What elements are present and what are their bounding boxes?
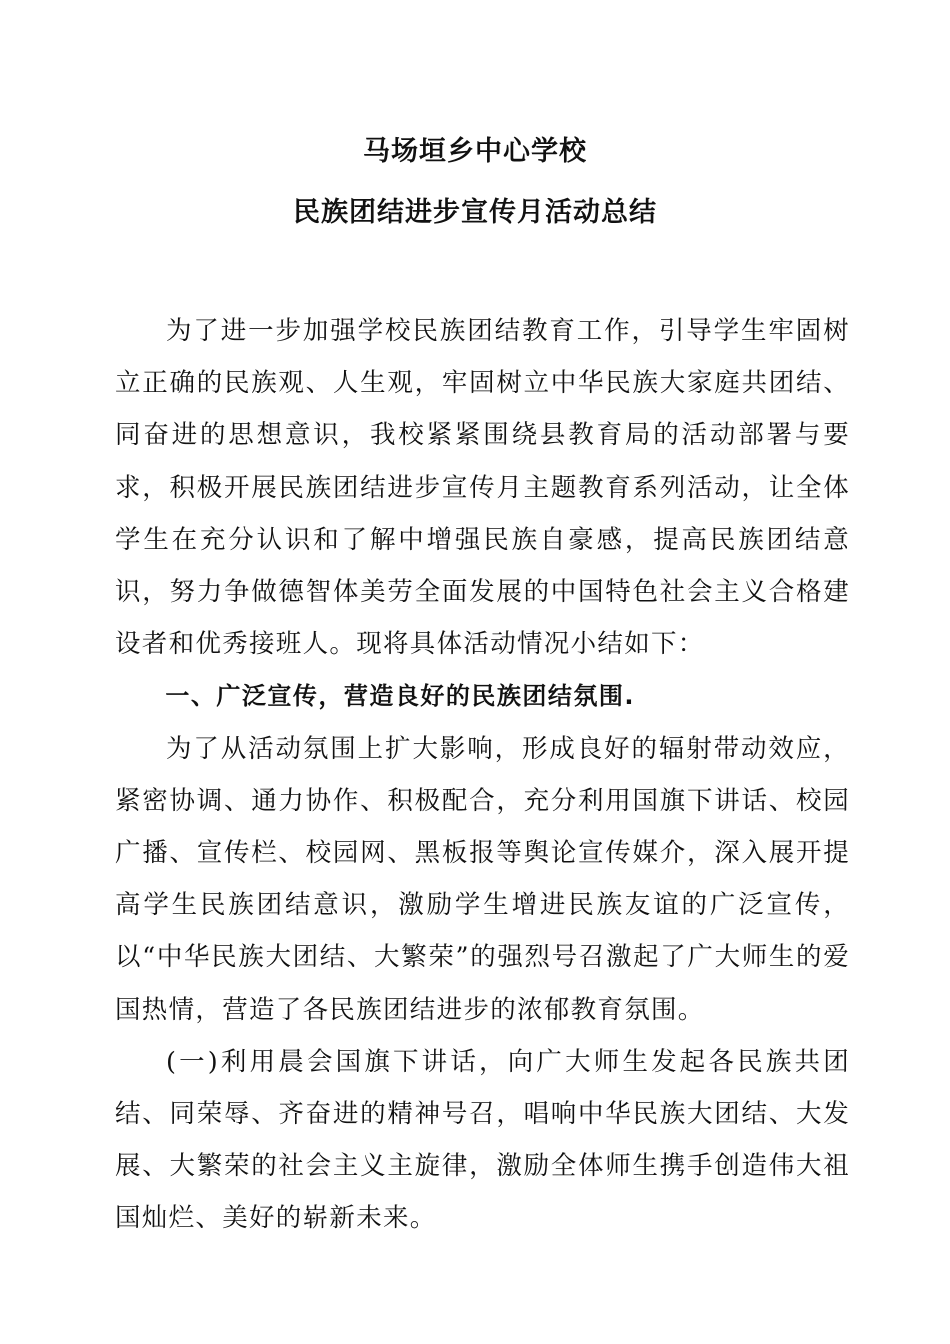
- intro-paragraph: 为了进一步加强学校民族团结教育工作，引导学生牢固树立正确的民族观、人生观，牢固树立中华民族大家庭共团结、同奋进的思想意识，我校紧紧围绕县教育局的活动部署与要求，积极开展民族团结进步宣传月主题教育系列活动，让全体学生在充分认识和了解中增强民族自豪感，提高民族团结意识，努力争做德智体美劳全面发展的中国特色社会主义合格建设者和优秀接班人。现将具体活动情况小结如下：: [115, 316, 850, 660]
- document-title-subject: 民族团结进步宣传月活动总结: [293, 197, 657, 228]
- document-title-school: 马场垣乡中心学校: [363, 136, 587, 167]
- section-1-item-1: (一)利用晨会国旗下讲话，向广大师生发起各民族共团结、同荣辱、齐奋进的精神号召，唱响中华民族大团结、大发展、大繁荣的社会主义主旋律，激励全体师生携手创造伟大祖国灿烂、美好的崭新未来。: [115, 1046, 850, 1234]
- section-1-paragraph: 为了从活动氛围上扩大影响，形成良好的辐射带动效应，紧密协调、通力协作、积极配合，充分利用国旗下讲话、校园广播、宣传栏、校园网、黑板报等舆论宣传媒介，深入展开提高学生民族团结意识，激励学生增进民族友谊的广泛宣传，以“中华民族大团结、大繁荣”的强烈号召激起了广大师生的爱国热情，营造了各民族团结进步的浓郁教育氛围。: [115, 733, 850, 1025]
- section-heading-1: 一、广泛宣传，营造良好的民族团结氛围.: [165, 682, 636, 711]
- document-body: [115, 305, 850, 1245]
